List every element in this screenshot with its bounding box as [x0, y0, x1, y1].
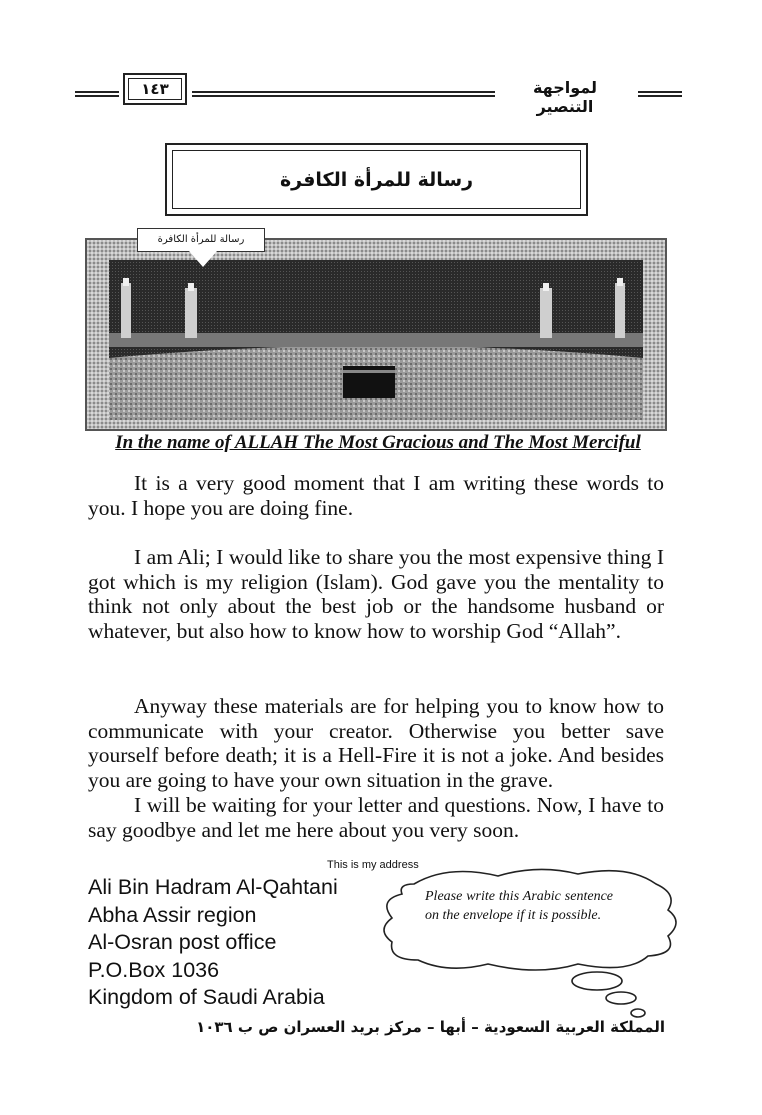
- cloud-note: Please write this Arabic sentence on the envelope if it is possible.: [425, 889, 613, 923]
- paragraph-2-text: I am Ali; I would like to share you the most expensive thing I got which is my religion (Islam). God gave you the mentality to think not only about the best job or the handsome husband or whatever, but also how to know how to worship God “Allah”.: [88, 545, 664, 644]
- paragraph-4: [88, 793, 664, 842]
- address-line: Ali Bin Hadram Al-Qahtani: [88, 875, 338, 899]
- page-number-box: [123, 73, 187, 105]
- page-number: ١٤٣: [128, 78, 182, 100]
- inset-pointer-icon: [189, 251, 217, 267]
- address-line: P.O.Box 1036: [88, 957, 220, 982]
- paragraph-3-text: Anyway these materials are for helping you to know how to communicate with your creator. Otherwise you better save yourself before death; it is a Hell-Fire it is not a joke. And besides you are going to have your own situation in the grave.: [88, 694, 664, 793]
- page-title: رسالة للمرأة الكافرة: [172, 150, 581, 209]
- header-rule-right: [638, 91, 682, 97]
- paragraph-1-text: It is a very good moment that I am writing these words to you. I hope you are doing fine.: [88, 471, 664, 520]
- paragraph-2: [88, 545, 664, 644]
- address-note: This is my address: [327, 859, 419, 871]
- paragraph-4-text: I will be waiting for your letter and questions. Now, I have to say goodbye and let me here about you very soon.: [88, 793, 664, 842]
- paragraph-1: [88, 471, 664, 520]
- header-rule-left: [75, 91, 119, 97]
- address-line: Abha Assir region: [88, 902, 257, 927]
- arabic-address: المملكة العربية السعودية – أبها – مركز بريد العسران ص ب ١٠٣٦: [196, 1018, 665, 1036]
- image-inset-label: رسالة للمرأة الكافرة: [137, 228, 265, 252]
- book-title: لمواجهة التنصير: [532, 78, 598, 116]
- address-line: Al-Osran post office: [88, 930, 277, 955]
- paragraph-3: [88, 694, 664, 793]
- postal-address: [88, 874, 338, 1012]
- address-line: Kingdom of Saudi Arabia: [88, 985, 325, 1010]
- mosque-photo: [85, 234, 667, 431]
- bismillah-caption: In the name of ALLAH The Most Gracious and The Most Merciful: [115, 432, 641, 453]
- header-rule-middle: [192, 91, 495, 97]
